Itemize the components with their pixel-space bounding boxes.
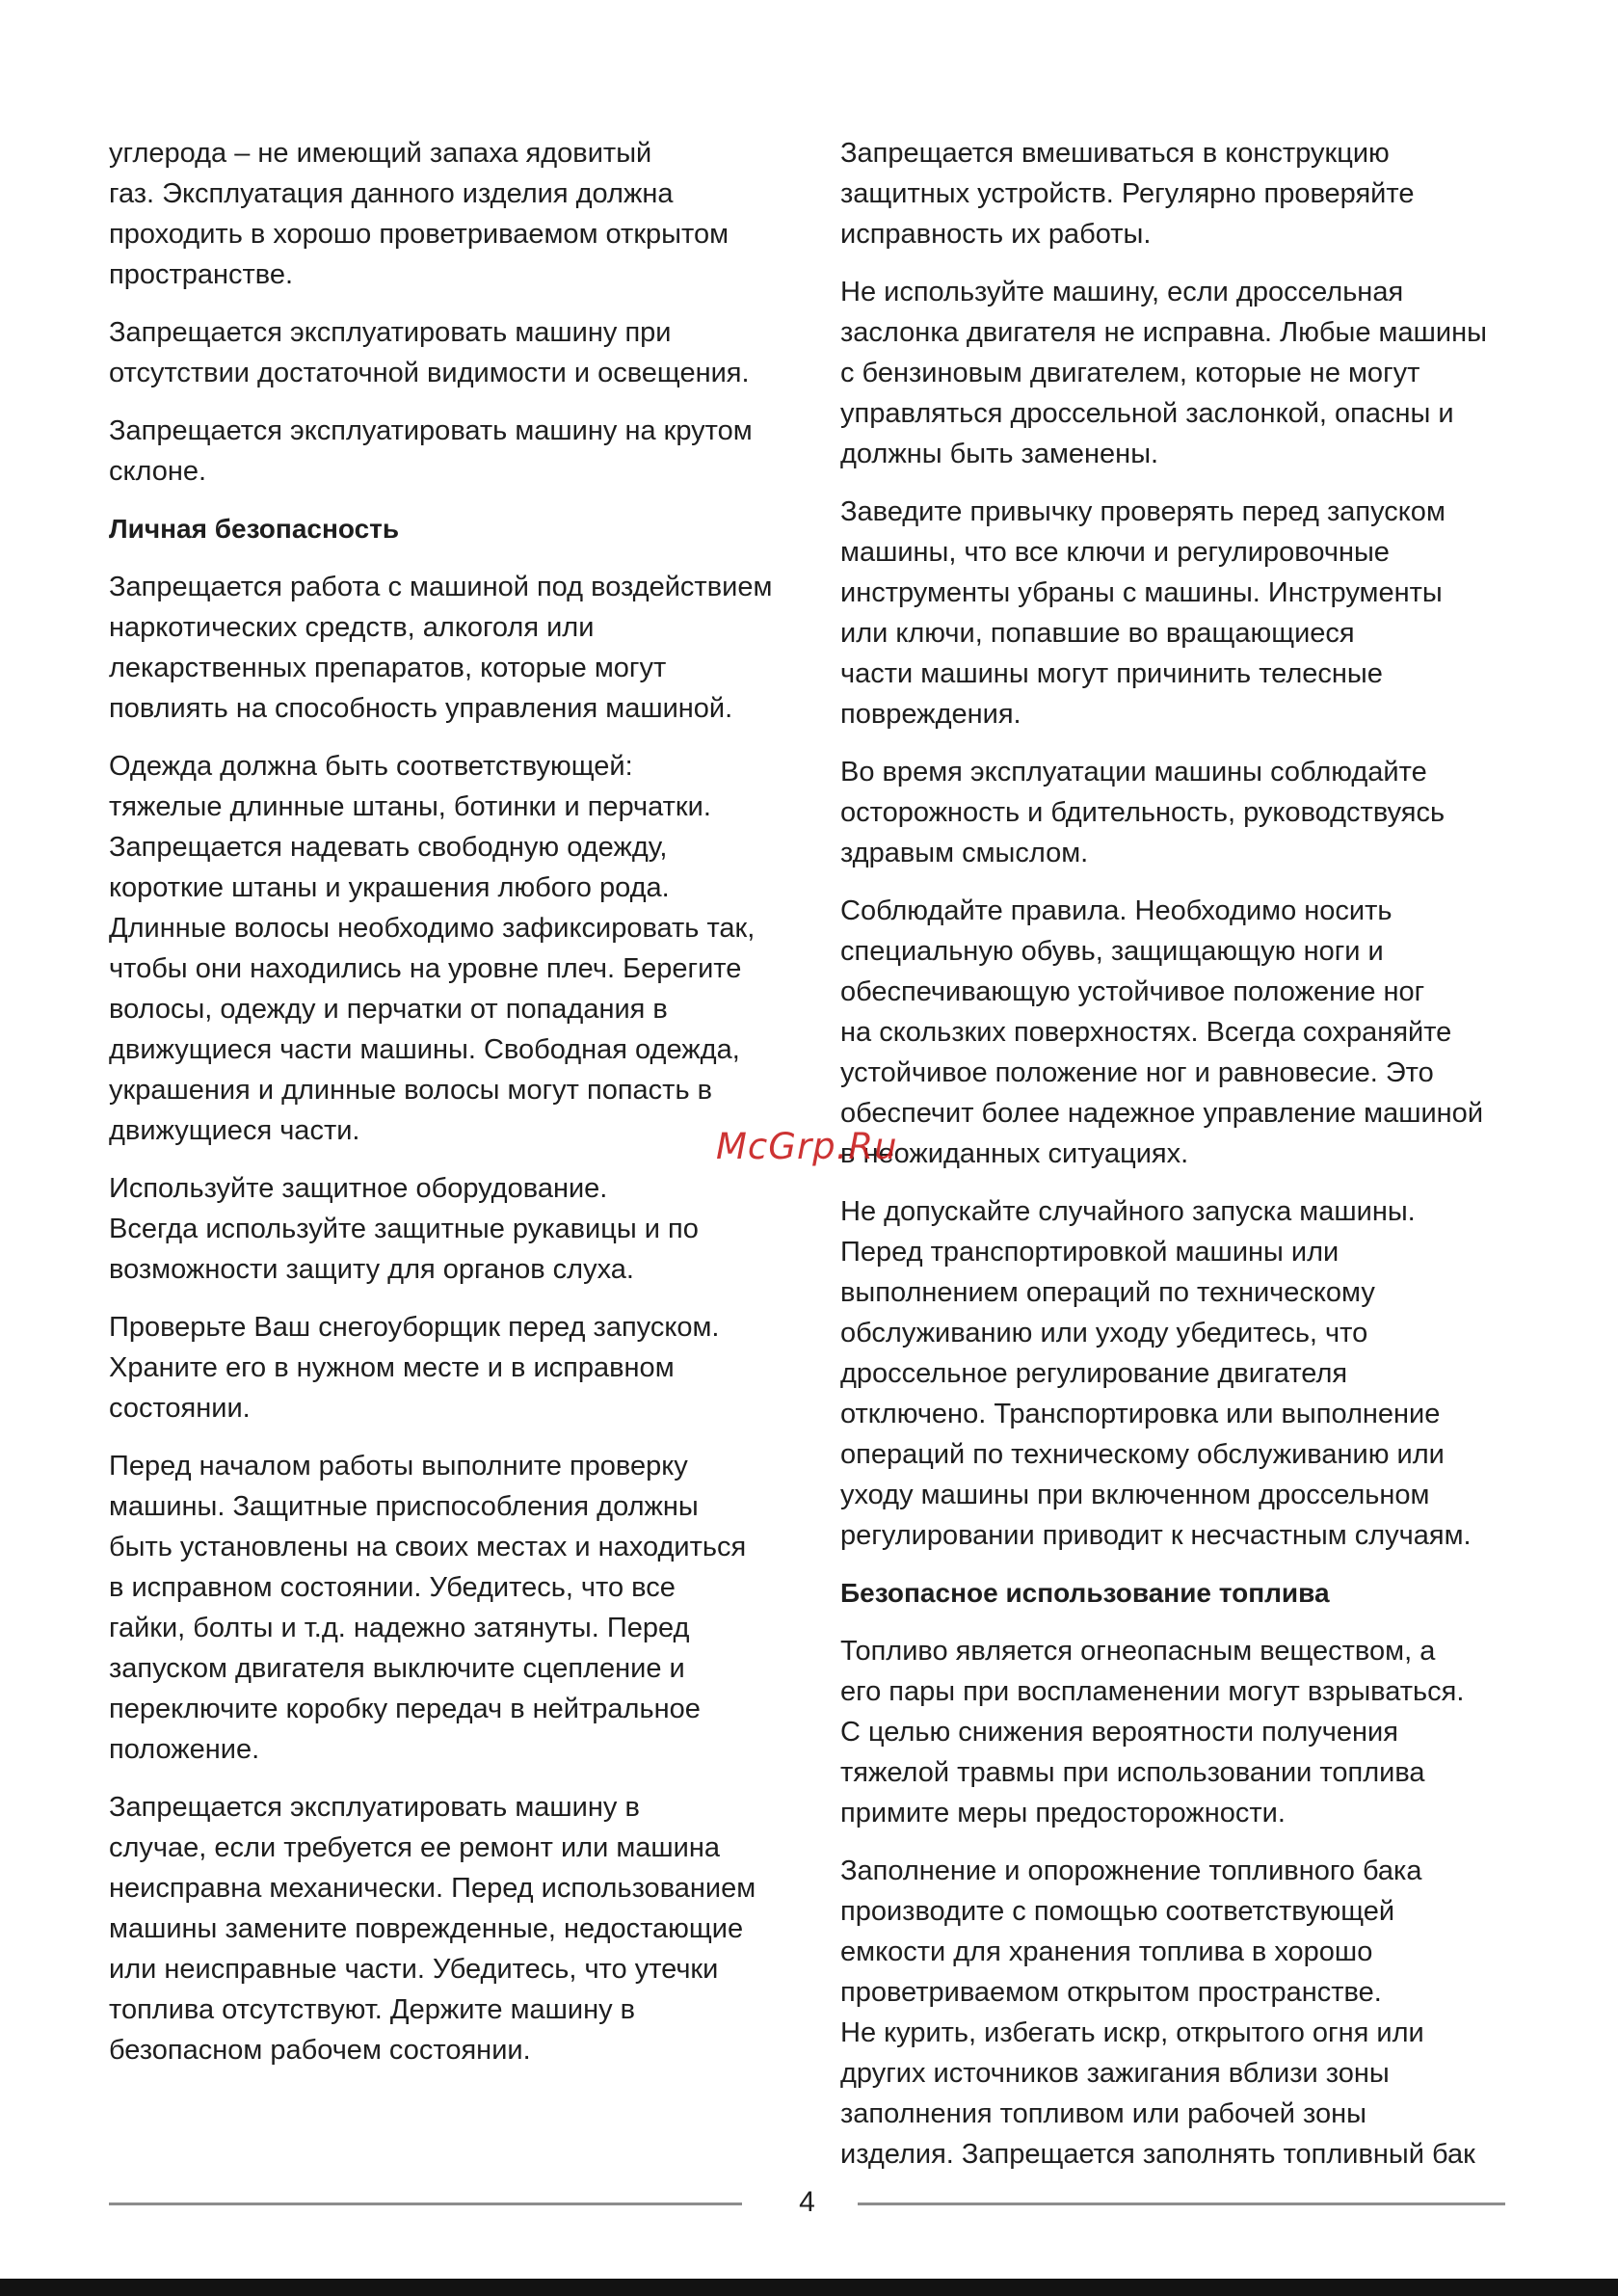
- heading-fuel-safety: Безопасное использование топлива: [840, 1578, 1330, 1608]
- watermark: McGrp.Ru: [716, 1126, 898, 1167]
- paragraph-co-gas-warning: углерода – не имеющий запаха ядовитый газ. Эксплуатация данного изделия должна проходить в хорошо проветриваемом открытом пространстве.: [109, 138, 729, 290]
- left-text-column: [109, 133, 803, 2088]
- page-number: 4: [799, 2186, 815, 2218]
- paragraph-repair-warning: Запрещается эксплуатировать машину в случае, если требуется ее ремонт или машина неисправна механически. Перед использованием машины замените поврежденные, недостающие или неисправные части. Убедитесь, что утечки топлива отсутствуют. Держите машину в безопасном рабочем состоянии.: [109, 1792, 756, 2066]
- paragraph-fuel-tank-filling: Заполнение и опорожнение топливного бака производите с помощью соответствующей емкости для хранения топлива в хорошо проветриваемом открытом пространстве. Не курить, избегать искр, открытого огня или других источников зажигания вблизи зоны заполнения топливом или рабочей зоны изделия. Запрещается заполнять топливный бак: [840, 1855, 1475, 2170]
- paragraph-protective-devices: Запрещается вмешиваться в конструкцию защитных устройств. Регулярно проверяйте исправность их работы.: [840, 138, 1415, 250]
- paragraph-vigilance: Во время эксплуатации машины соблюдайте осторожность и бдительность, руководствуясь здравым смыслом.: [840, 757, 1446, 868]
- paragraph-check-snowblower: Проверьте Ваш снегоуборщик перед запуском. Храните его в нужном месте и в исправном состоянии.: [109, 1312, 720, 1424]
- paragraph-visibility-warning: Запрещается эксплуатировать машину при отсутствии достаточной видимости и освещения.: [109, 317, 750, 388]
- paragraph-clothing: Одежда должна быть соответствующей: тяжелые длинные штаны, ботинки и перчатки. Запрещается надевать свободную одежду, короткие штаны и украшения любого рода. Длинные волосы необходимо зафиксировать так, чтобы они находились на уровне плеч. Берегите волосы, одежду и перчатки от попадания в движущиеся части машины. Свободная одежда, украшения и длинные волосы могут попасть в движущиеся части.: [109, 751, 756, 1146]
- paragraph-pre-work-check: Перед началом работы выполните проверку машины. Защитные приспособления должны быть установлены на своих местах и находиться в исправном состоянии. Убедитесь, что все гайки, болты и т.д. надежно затянуты. Перед запуском двигателя выключите сцепление и переключите коробку передач в нейтральное положение.: [109, 1451, 747, 1765]
- footer-rule-right: [858, 2203, 1505, 2205]
- heading-personal-safety: Личная безопасность: [109, 514, 400, 544]
- paragraph-remove-tools: Заведите привычку проверять перед запуском машины, что все ключи и регулировочные инструменты убраны с машины. Инструменты или ключи, попавшие во вращающиеся части машины могут причинить телесные повреждения.: [840, 496, 1446, 730]
- right-text-column: [840, 133, 1520, 2192]
- bottom-scan-edge: [0, 2279, 1618, 2296]
- paragraph-accidental-start: Не допускайте случайного запуска машины. Перед транспортировкой машины или выполнением операций по техническому обслуживанию или уходу убедитесь, что дроссельное регулирование двигателя отключено. Транспортировка или выполнение операций по техническому обслуживанию или уходу машины при включенном дроссельном регулировании приводит к несчастным случаям.: [840, 1196, 1472, 1551]
- paragraph-fuel-flammable: Топливо является огнеопасным веществом, а его пары при воспламенении могут взрываться. С целью снижения вероятности получения тяжелой травмы при использовании топлива примите меры предосторожности.: [840, 1636, 1465, 1829]
- paragraph-footwear: Соблюдайте правила. Необходимо носить специальную обувь, защищающую ноги и обеспечивающую устойчивое положение ног на скользких поверхностях. Всегда сохраняйте устойчивое положение ног и равновесие. Это обеспечит более надежное управление машиной в неожиданных ситуациях.: [840, 895, 1484, 1169]
- paragraph-slope-warning: Запрещается эксплуатировать машину на крутом склоне.: [109, 415, 753, 487]
- paragraph-throttle-warning: Не используйте машину, если дроссельная заслонка двигателя не исправна. Любые машины с бензиновым двигателем, которые не могут управляться дроссельной заслонкой, опасны и должны быть заменены.: [840, 277, 1487, 469]
- paragraph-protective-equipment: Используйте защитное оборудование. Всегда используйте защитные рукавицы и по возможности защиту для органов слуха.: [109, 1173, 699, 1285]
- footer-rule-left: [109, 2203, 742, 2205]
- paragraph-intoxication-warning: Запрещается работа с машиной под воздействием наркотических средств, алкоголя или лекарственных препаратов, которые могут повлиять на способность управления машиной.: [109, 572, 773, 724]
